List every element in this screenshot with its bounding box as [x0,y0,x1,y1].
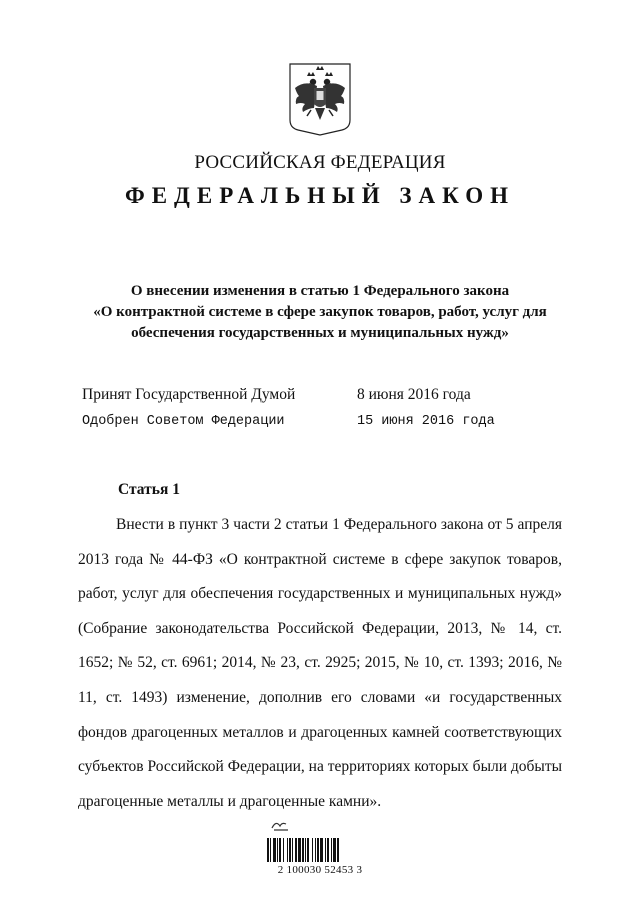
document-type-heading: ФЕДЕРАЛЬНЫЙ ЗАКОН [124,183,516,208]
barcode-bar [331,838,332,862]
barcode-bar [305,838,306,862]
barcode-bar [317,838,319,862]
adoption-label: Принят Государственной Думой [82,386,296,403]
barcode-bar [267,838,269,862]
article-text: Внести в пункт 3 части 2 статьи 1 Федерального закона от 5 апреля 2013 года № 44-ФЗ «О контрактной системе в сфере закупок товаров, работ, услуг для обеспечения государственных и муниципальных нужд» (Собрание законодательства Российской Федерации, 2013, № 14, ст. 1652; № 52, ст. 6961; 2014, № 23, ст. 2925; 2015, № 10, ст. 1393; 2016, № 11, ст. 1493) изменение, дополнив его словами «и государственных фондов драгоценных металлов и драгоценных камней соответствующих субъектов Российской Федерации, на территориях которых были добыты драгоценные металлы и драгоценные камни». [78,516,563,810]
law-title-line: обеспечения государственных и муниципальных нужд» [131,325,509,341]
article-heading: Статья 1 [118,481,180,498]
article-body [78,508,562,819]
barcode-bar [333,838,336,862]
barcode-bar [283,838,284,862]
barcode-bar [312,838,313,862]
barcode-bar [295,838,297,862]
barcode-bar [325,838,326,862]
coat-of-arms-icon [287,62,353,136]
approval-date: 15 июня 2016 года [357,414,495,429]
barcode-bar [292,838,293,862]
barcode-bar [302,838,304,862]
barcode-bar [298,838,301,862]
law-title-line: «О контрактной системе в сфере закупок товаров, работ, услуг для [93,304,547,320]
stamp-mark-icon [268,818,292,834]
barcode-bar [273,838,276,862]
adoption-date: 8 июня 2016 года [357,386,471,403]
barcode-bar [327,838,329,862]
law-title-line: О внесении изменения в статью 1 Федерального закона [130,283,510,299]
barcode-bar [320,838,323,862]
law-title [70,281,570,344]
barcode-number: 2 100030 52453 3 [277,864,363,876]
barcode-bar [307,838,309,862]
approval-label: Одобрен Советом Федерации [82,414,285,429]
barcode-bar [287,838,288,862]
barcode-bar [337,838,339,862]
barcode-icon [266,838,374,862]
country-heading: РОССИЙСКАЯ ФЕДЕРАЦИЯ [194,152,446,173]
barcode-bar [277,838,278,862]
barcode-bar [315,838,316,862]
barcode-bar [289,838,291,862]
barcode-bar [270,838,271,862]
barcode-bar [279,838,281,862]
